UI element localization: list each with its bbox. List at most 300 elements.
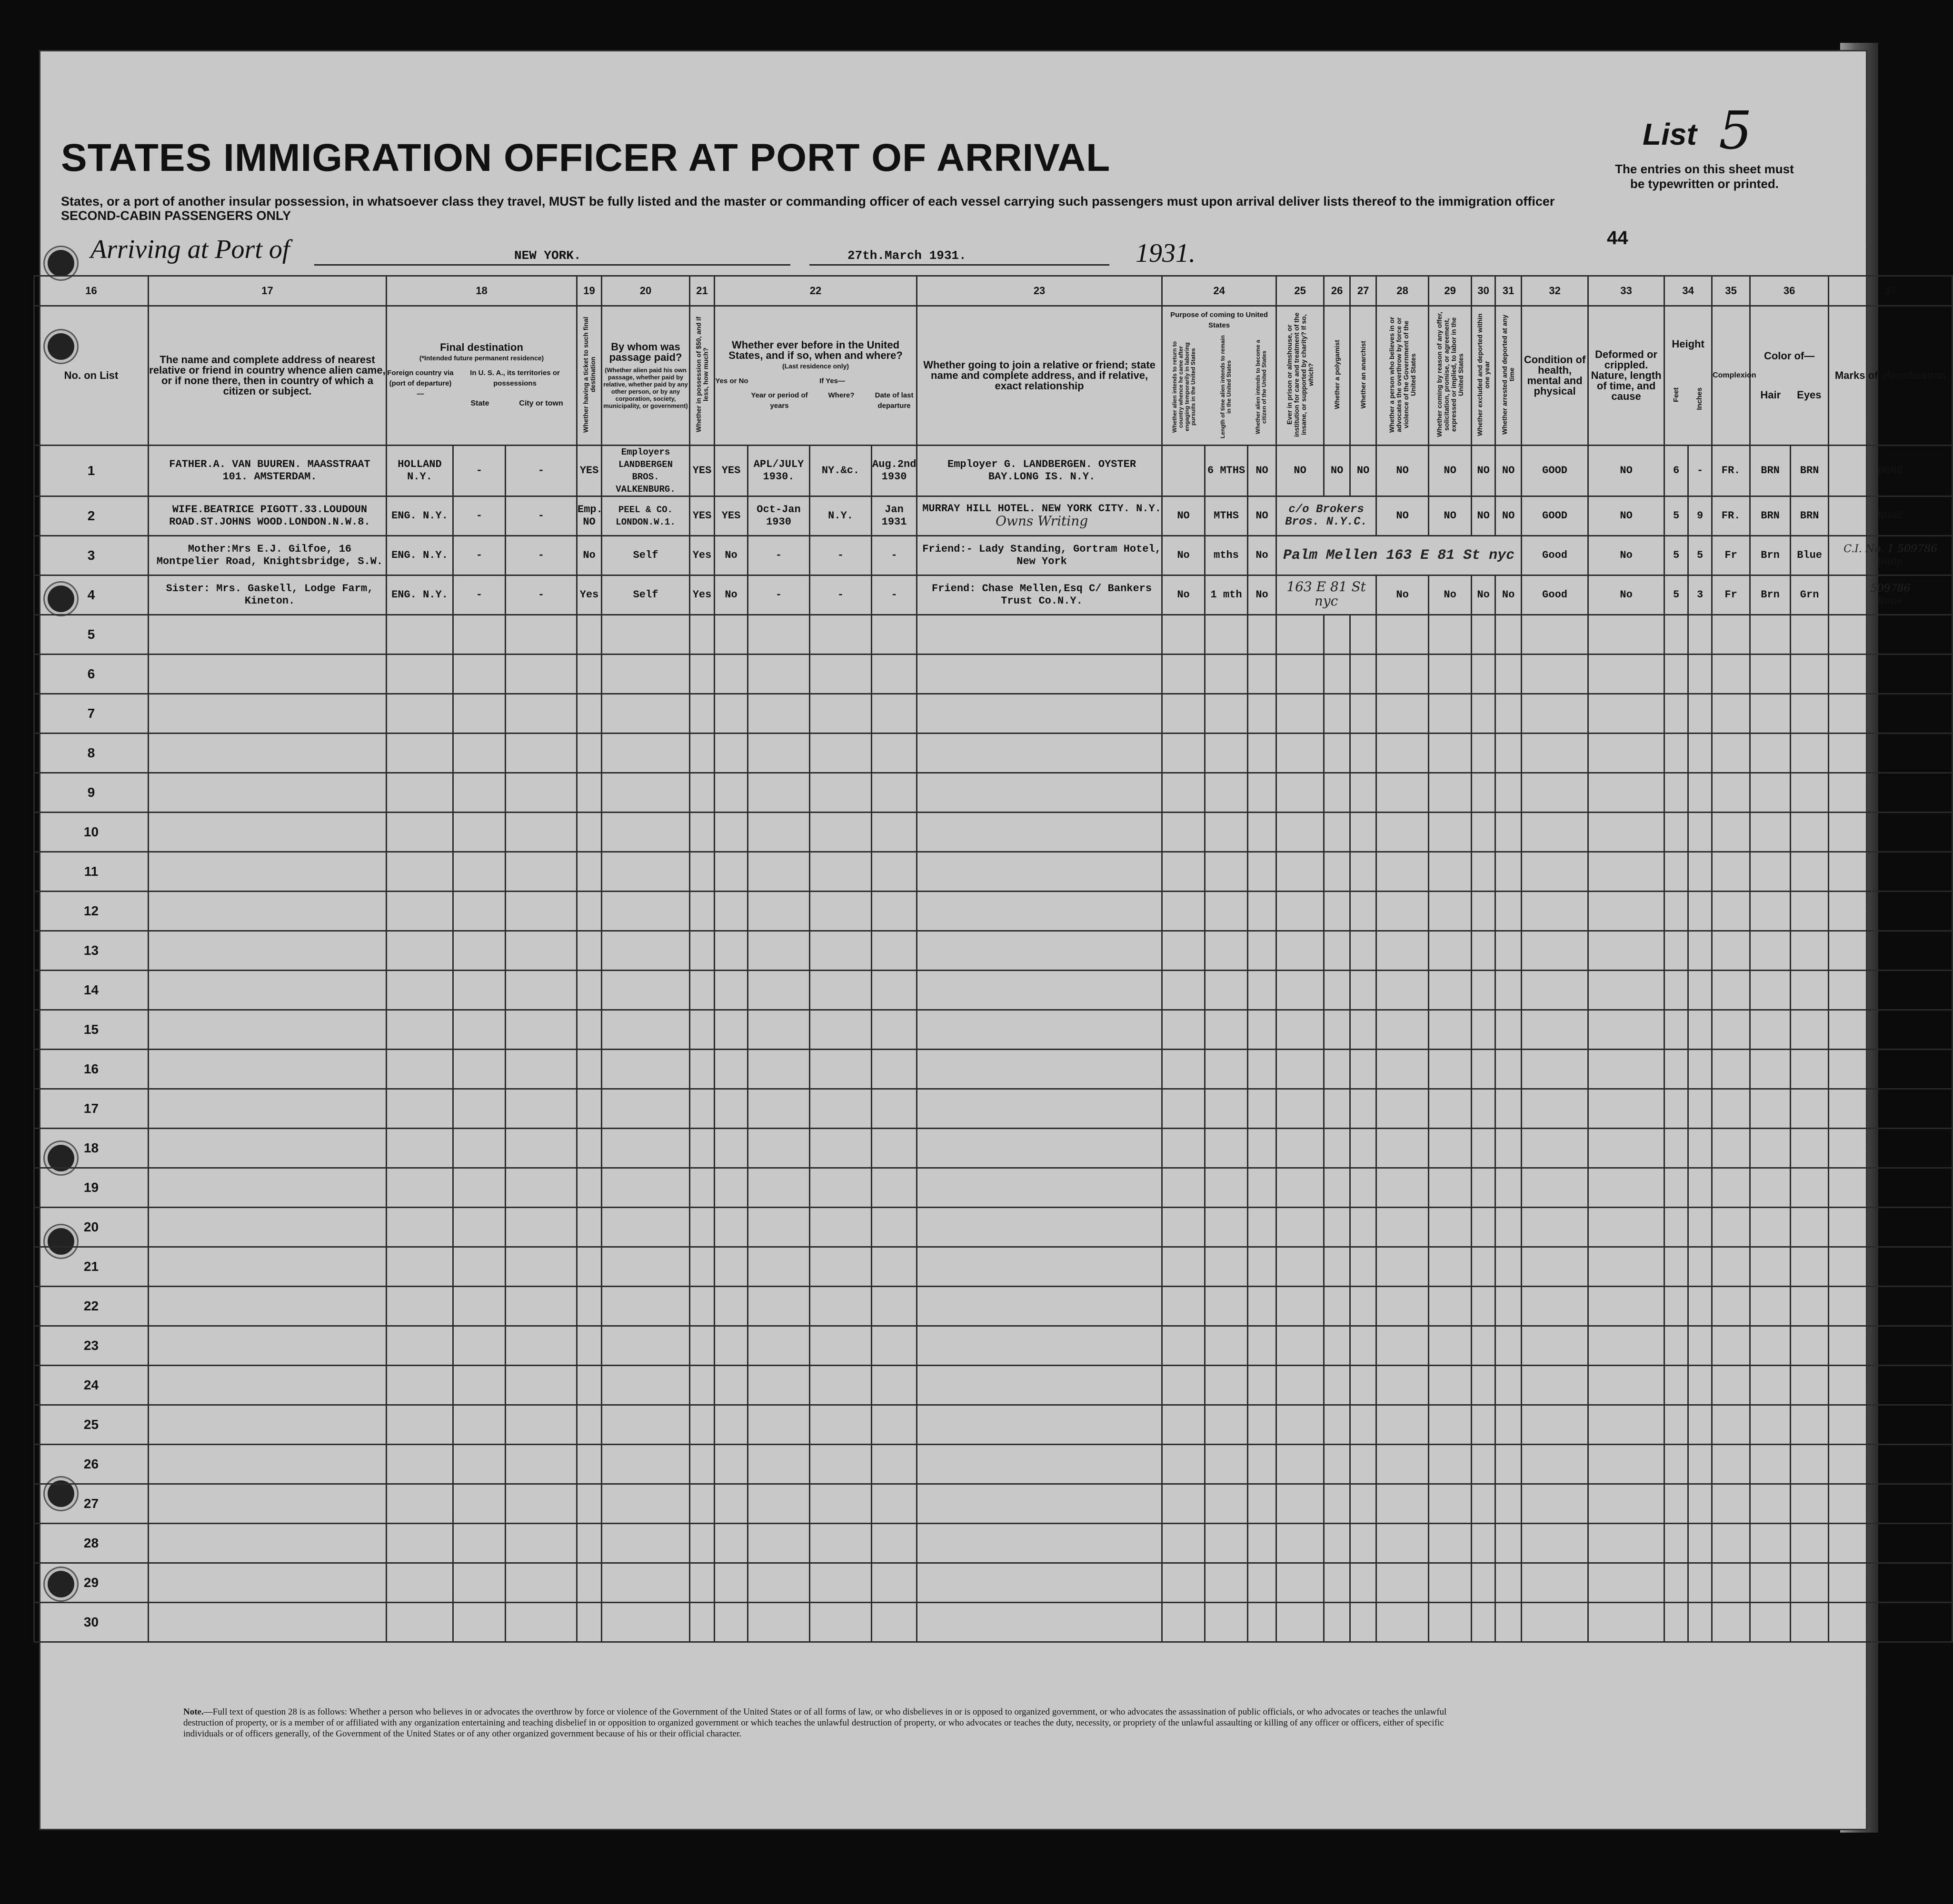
empty-cell xyxy=(690,1563,715,1603)
empty-cell xyxy=(917,1287,1162,1326)
empty-cell xyxy=(1162,1010,1205,1050)
empty-cell xyxy=(715,1366,748,1405)
empty-cell xyxy=(715,1405,748,1445)
empty-cell xyxy=(1712,971,1750,1010)
empty-cell xyxy=(506,971,577,1010)
empty-cell xyxy=(1276,1563,1324,1603)
header-height xyxy=(1664,306,1712,446)
empty-cell xyxy=(1248,1445,1276,1484)
empty-cell xyxy=(1324,1010,1350,1050)
header-q28 xyxy=(1376,306,1429,446)
empty-cell xyxy=(1791,773,1829,813)
empty-cell xyxy=(1248,1010,1276,1050)
empty-cell xyxy=(1664,1208,1688,1247)
purpose-b: mths xyxy=(1205,536,1248,575)
empty-cell xyxy=(1688,1129,1712,1168)
row-number: 2 xyxy=(34,496,149,536)
inches: 9 xyxy=(1688,496,1712,536)
empty-cell xyxy=(1205,931,1248,971)
empty-cell xyxy=(1429,1445,1472,1484)
empty-cell xyxy=(715,734,748,773)
col-number: 28 xyxy=(1376,276,1429,306)
passage-paid-by: Self xyxy=(602,536,690,575)
empty-cell xyxy=(1829,654,1953,694)
empty-cell xyxy=(917,734,1162,773)
empty-cell xyxy=(1522,734,1588,773)
empty-cell xyxy=(872,734,917,773)
health: Good xyxy=(1522,575,1588,615)
empty-cell xyxy=(1791,734,1829,773)
empty-cell xyxy=(577,1089,602,1129)
empty-cell xyxy=(1522,1050,1588,1089)
row-number: 8 xyxy=(34,734,149,773)
table-row xyxy=(34,1445,1953,1484)
row-number: 24 xyxy=(34,1366,149,1405)
empty-cell xyxy=(506,1208,577,1247)
empty-cell xyxy=(1664,1287,1688,1326)
empty-cell xyxy=(1205,1326,1248,1366)
empty-cell xyxy=(748,1168,810,1208)
port-underline xyxy=(314,264,790,266)
empty-cell xyxy=(1376,1445,1429,1484)
table-row xyxy=(34,1050,1953,1089)
empty-cell xyxy=(149,1129,387,1168)
empty-cell xyxy=(690,813,715,852)
empty-cell xyxy=(387,1287,453,1326)
empty-cell xyxy=(810,734,872,773)
city: - xyxy=(506,575,577,615)
empty-cell xyxy=(1588,892,1664,931)
empty-cell xyxy=(1712,654,1750,694)
inches: - xyxy=(1688,446,1712,496)
empty-cell xyxy=(453,1208,506,1247)
empty-cell xyxy=(1472,1563,1495,1603)
eyes: BRN xyxy=(1791,496,1829,536)
table-row xyxy=(34,1326,1953,1366)
empty-cell xyxy=(690,1524,715,1563)
empty-cell xyxy=(810,773,872,813)
empty-cell xyxy=(387,931,453,971)
row-number: 18 xyxy=(34,1129,149,1168)
empty-cell xyxy=(1522,615,1588,654)
empty-cell xyxy=(1664,1326,1688,1366)
empty-cell xyxy=(1276,1010,1324,1050)
table-row xyxy=(34,615,1953,654)
empty-cell xyxy=(1472,1010,1495,1050)
empty-cell xyxy=(1376,615,1429,654)
empty-cell xyxy=(577,852,602,892)
empty-cell xyxy=(1791,1366,1829,1405)
empty-cell xyxy=(1205,1484,1248,1524)
empty-cell xyxy=(149,1603,387,1642)
empty-cell xyxy=(1750,1287,1791,1326)
empty-cell xyxy=(1248,1050,1276,1089)
empty-cell xyxy=(1205,1563,1248,1603)
row-number: 13 xyxy=(34,931,149,971)
empty-cell xyxy=(1688,1405,1712,1445)
empty-cell xyxy=(453,1247,506,1287)
row-number: 14 xyxy=(34,971,149,1010)
empty-cell xyxy=(577,971,602,1010)
empty-cell xyxy=(453,1366,506,1405)
empty-cell xyxy=(1472,694,1495,734)
empty-cell xyxy=(1376,852,1429,892)
empty-cell xyxy=(872,1563,917,1603)
empty-cell xyxy=(149,1326,387,1366)
empty-cell xyxy=(810,1366,872,1405)
empty-cell xyxy=(1205,773,1248,813)
empty-cell xyxy=(917,1208,1162,1247)
row-number: 20 xyxy=(34,1208,149,1247)
empty-cell xyxy=(1829,1247,1953,1287)
header-year-period: Year or period of years xyxy=(751,391,808,410)
empty-cell xyxy=(690,971,715,1010)
empty-cell xyxy=(453,1563,506,1603)
empty-cell xyxy=(810,1089,872,1129)
empty-cell xyxy=(1688,971,1712,1010)
empty-cell xyxy=(1162,892,1205,931)
empty-cell xyxy=(506,1287,577,1326)
empty-cell xyxy=(1791,1524,1829,1563)
empty-cell xyxy=(1205,694,1248,734)
empty-cell xyxy=(1472,1089,1495,1129)
complexion: FR. xyxy=(1712,446,1750,496)
q31: No xyxy=(1495,575,1522,615)
empty-cell xyxy=(1712,1089,1750,1129)
possession-50: Yes xyxy=(690,575,715,615)
col-number: 26 xyxy=(1324,276,1350,306)
empty-cell xyxy=(1324,892,1350,931)
empty-cell xyxy=(1324,1050,1350,1089)
where: - xyxy=(810,536,872,575)
empty-cell xyxy=(810,694,872,734)
q28: NO xyxy=(1376,446,1429,496)
empty-cell xyxy=(1376,813,1429,852)
empty-cell xyxy=(1162,694,1205,734)
empty-cell xyxy=(1324,1366,1350,1405)
empty-cell xyxy=(577,734,602,773)
empty-cell xyxy=(577,1484,602,1524)
header-prison xyxy=(1276,306,1324,446)
empty-cell xyxy=(1429,971,1472,1010)
table-row xyxy=(34,654,1953,694)
empty-cell xyxy=(1588,1484,1664,1524)
empty-cell xyxy=(387,694,453,734)
empty-cell xyxy=(1350,892,1376,931)
year-period: - xyxy=(748,575,810,615)
empty-cell xyxy=(715,1484,748,1524)
empty-cell xyxy=(1791,615,1829,654)
empty-cell xyxy=(453,1168,506,1208)
empty-cell xyxy=(1276,813,1324,852)
empty-cell xyxy=(453,734,506,773)
feet: 6 xyxy=(1664,446,1688,496)
empty-cell xyxy=(1429,813,1472,852)
year-period: APL/JULY 1930. xyxy=(748,446,810,496)
empty-cell xyxy=(1750,852,1791,892)
q29: No xyxy=(1429,575,1472,615)
foreign-country: ENG. N.Y. xyxy=(387,536,453,575)
empty-cell xyxy=(1522,654,1588,694)
empty-cell xyxy=(1472,1524,1495,1563)
empty-cell xyxy=(1248,1405,1276,1445)
empty-cell xyxy=(1688,852,1712,892)
empty-cell xyxy=(1376,1089,1429,1129)
table-row xyxy=(34,971,1953,1010)
row-number: 28 xyxy=(34,1524,149,1563)
empty-cell xyxy=(1205,1050,1248,1089)
empty-cell xyxy=(1588,1010,1664,1050)
empty-cell xyxy=(577,694,602,734)
empty-cell xyxy=(1495,852,1522,892)
empty-cell xyxy=(1248,1287,1276,1326)
empty-cell xyxy=(1276,1208,1324,1247)
empty-cell xyxy=(1750,1366,1791,1405)
empty-cell xyxy=(453,1287,506,1326)
empty-cell xyxy=(1205,1445,1248,1484)
empty-cell xyxy=(1205,1168,1248,1208)
empty-cell xyxy=(1276,1129,1324,1168)
empty-cell xyxy=(1162,615,1205,654)
col-number: 37 xyxy=(1829,276,1953,306)
empty-cell xyxy=(506,1524,577,1563)
empty-cell xyxy=(1495,971,1522,1010)
empty-cell xyxy=(748,1208,810,1247)
empty-cell xyxy=(1522,1168,1588,1208)
empty-cell xyxy=(1429,1405,1472,1445)
header-foreign-country: Foreign country via (port of departure)— xyxy=(387,369,454,398)
table-row xyxy=(34,1563,1953,1603)
joining: Friend:- Lady Standing, Gortram Hotel, New York xyxy=(917,536,1162,575)
empty-cell xyxy=(387,734,453,773)
empty-cell xyxy=(1664,1366,1688,1405)
empty-cell xyxy=(1522,1089,1588,1129)
empty-cell xyxy=(1248,1208,1276,1247)
empty-cell xyxy=(577,1208,602,1247)
empty-cell xyxy=(1376,971,1429,1010)
empty-cell xyxy=(872,892,917,931)
empty-cell xyxy=(149,971,387,1010)
empty-cell xyxy=(1162,654,1205,694)
empty-cell xyxy=(1350,1287,1376,1326)
empty-cell xyxy=(1429,1603,1472,1642)
header-purpose-a: Whether alien intends to return to country whence he came after engaging temporarily in laboring pursuits in the United States xyxy=(1171,341,1196,433)
empty-cell xyxy=(1791,971,1829,1010)
empty-cell xyxy=(1324,931,1350,971)
purpose-a: NO xyxy=(1162,496,1205,536)
empty-cell xyxy=(872,1089,917,1129)
marks: NONE xyxy=(1829,496,1953,536)
q31: NO xyxy=(1495,446,1522,496)
empty-cell xyxy=(1712,852,1750,892)
empty-cell xyxy=(387,1208,453,1247)
empty-cell xyxy=(1350,1603,1376,1642)
empty-cell xyxy=(1522,1208,1588,1247)
empty-cell xyxy=(1495,1603,1522,1642)
empty-cell xyxy=(1248,892,1276,931)
empty-cell xyxy=(577,1326,602,1366)
table-row xyxy=(34,1524,1953,1563)
empty-cell xyxy=(872,1129,917,1168)
empty-cell xyxy=(1324,1445,1350,1484)
purpose-b: MTHS xyxy=(1205,496,1248,536)
empty-cell xyxy=(387,1050,453,1089)
empty-cell xyxy=(748,1089,810,1129)
empty-cell xyxy=(1495,1405,1522,1445)
header-q28-text: Whether a person who believes in or advocates the overthrow by force or violence of the Government of the United States xyxy=(1387,317,1417,433)
empty-cell xyxy=(1829,1405,1953,1445)
empty-cell xyxy=(748,615,810,654)
empty-cell xyxy=(577,1129,602,1168)
empty-cell xyxy=(1324,773,1350,813)
column-number-row xyxy=(34,276,1953,306)
empty-cell xyxy=(1429,1484,1472,1524)
empty-cell xyxy=(748,892,810,931)
row-number: 27 xyxy=(34,1484,149,1524)
empty-cell xyxy=(1791,1129,1829,1168)
prison: NO xyxy=(1276,446,1324,496)
empty-cell xyxy=(1791,1563,1829,1603)
complexion: Fr xyxy=(1712,575,1750,615)
empty-cell xyxy=(810,1326,872,1366)
empty-cell xyxy=(1688,1563,1712,1603)
empty-cell xyxy=(872,852,917,892)
empty-cell xyxy=(577,1287,602,1326)
empty-cell xyxy=(506,852,577,892)
empty-cell xyxy=(690,892,715,931)
empty-cell xyxy=(872,1287,917,1326)
empty-cell xyxy=(1712,931,1750,971)
empty-cell xyxy=(1829,1089,1953,1129)
row-number: 12 xyxy=(34,892,149,931)
empty-cell xyxy=(1376,1326,1429,1366)
empty-cell xyxy=(387,1010,453,1050)
empty-cell xyxy=(1688,1366,1712,1405)
table-row xyxy=(34,1484,1953,1524)
empty-cell xyxy=(715,1168,748,1208)
empty-cell xyxy=(1495,694,1522,734)
state: - xyxy=(453,536,506,575)
empty-cell xyxy=(1429,734,1472,773)
col-number: 25 xyxy=(1276,276,1324,306)
empty-cell xyxy=(602,773,690,813)
nearest-relative: Sister: Mrs. Gaskell, Lodge Farm, Kineton. xyxy=(149,575,387,615)
empty-cell xyxy=(506,773,577,813)
year-period: Oct-Jan 1930 xyxy=(748,496,810,536)
empty-cell xyxy=(1712,1524,1750,1563)
empty-cell xyxy=(1350,1050,1376,1089)
header-marks: Marks of identification xyxy=(1829,306,1953,446)
empty-cell xyxy=(810,1247,872,1287)
empty-cell xyxy=(1276,734,1324,773)
empty-cell xyxy=(1712,1405,1750,1445)
empty-cell xyxy=(690,1129,715,1168)
empty-cell xyxy=(748,1405,810,1445)
footnote-label: Note. xyxy=(183,1707,204,1717)
empty-cell xyxy=(1495,734,1522,773)
row-number: 17 xyxy=(34,1089,149,1129)
empty-cell xyxy=(1829,1563,1953,1603)
empty-cell xyxy=(715,1089,748,1129)
empty-cell xyxy=(810,1208,872,1247)
empty-cell xyxy=(872,694,917,734)
empty-cell xyxy=(1324,1563,1350,1603)
empty-cell xyxy=(602,1129,690,1168)
empty-cell xyxy=(690,1247,715,1287)
empty-cell xyxy=(149,734,387,773)
empty-cell xyxy=(715,1563,748,1603)
empty-cell xyxy=(1429,1129,1472,1168)
empty-cell xyxy=(387,654,453,694)
empty-cell xyxy=(1350,813,1376,852)
empty-cell xyxy=(506,1010,577,1050)
empty-cell xyxy=(1588,615,1664,654)
empty-cell xyxy=(1588,1208,1664,1247)
header-feet: Feet xyxy=(1672,387,1681,403)
empty-cell xyxy=(1324,654,1350,694)
empty-cell xyxy=(1162,931,1205,971)
empty-cell xyxy=(1829,1603,1953,1642)
empty-cell xyxy=(1276,1524,1324,1563)
empty-cell xyxy=(1712,1366,1750,1405)
empty-cell xyxy=(748,1366,810,1405)
empty-cell xyxy=(1205,1129,1248,1168)
header-eyes: Eyes xyxy=(1797,389,1822,401)
empty-cell xyxy=(1472,1445,1495,1484)
empty-cell xyxy=(1791,1089,1829,1129)
empty-cell xyxy=(1429,1050,1472,1089)
empty-cell xyxy=(1522,1287,1588,1326)
empty-cell xyxy=(506,1366,577,1405)
city: - xyxy=(506,496,577,536)
empty-cell xyxy=(1522,1366,1588,1405)
year-period: - xyxy=(748,536,810,575)
col-number: 32 xyxy=(1522,276,1588,306)
empty-cell xyxy=(1750,1603,1791,1642)
empty-cell xyxy=(1791,1603,1829,1642)
empty-cell xyxy=(1791,654,1829,694)
empty-cell xyxy=(917,1445,1162,1484)
empty-cell xyxy=(1750,1010,1791,1050)
empty-cell xyxy=(1205,1089,1248,1129)
empty-cell xyxy=(872,1603,917,1642)
empty-cell xyxy=(1376,892,1429,931)
empty-cell xyxy=(1791,1445,1829,1484)
empty-cell xyxy=(1791,852,1829,892)
empty-cell xyxy=(1588,773,1664,813)
empty-cell xyxy=(1829,892,1953,931)
table-row xyxy=(34,734,1953,773)
empty-cell xyxy=(387,1603,453,1642)
empty-cell xyxy=(453,1405,506,1445)
deformed: NO xyxy=(1588,496,1664,536)
list-number: 5 xyxy=(1719,100,1752,161)
empty-cell xyxy=(1376,1287,1429,1326)
empty-cell xyxy=(715,892,748,931)
empty-cell xyxy=(1472,931,1495,971)
city: - xyxy=(506,536,577,575)
empty-cell xyxy=(453,931,506,971)
empty-cell xyxy=(1205,1208,1248,1247)
empty-cell xyxy=(577,773,602,813)
empty-cell xyxy=(1276,694,1324,734)
final-destination-note: (*Intended future permanent residence) xyxy=(419,354,544,362)
empty-cell xyxy=(1712,1603,1750,1642)
empty-cell xyxy=(577,1366,602,1405)
empty-cell xyxy=(1712,734,1750,773)
feet: 5 xyxy=(1664,575,1688,615)
empty-cell xyxy=(1495,813,1522,852)
